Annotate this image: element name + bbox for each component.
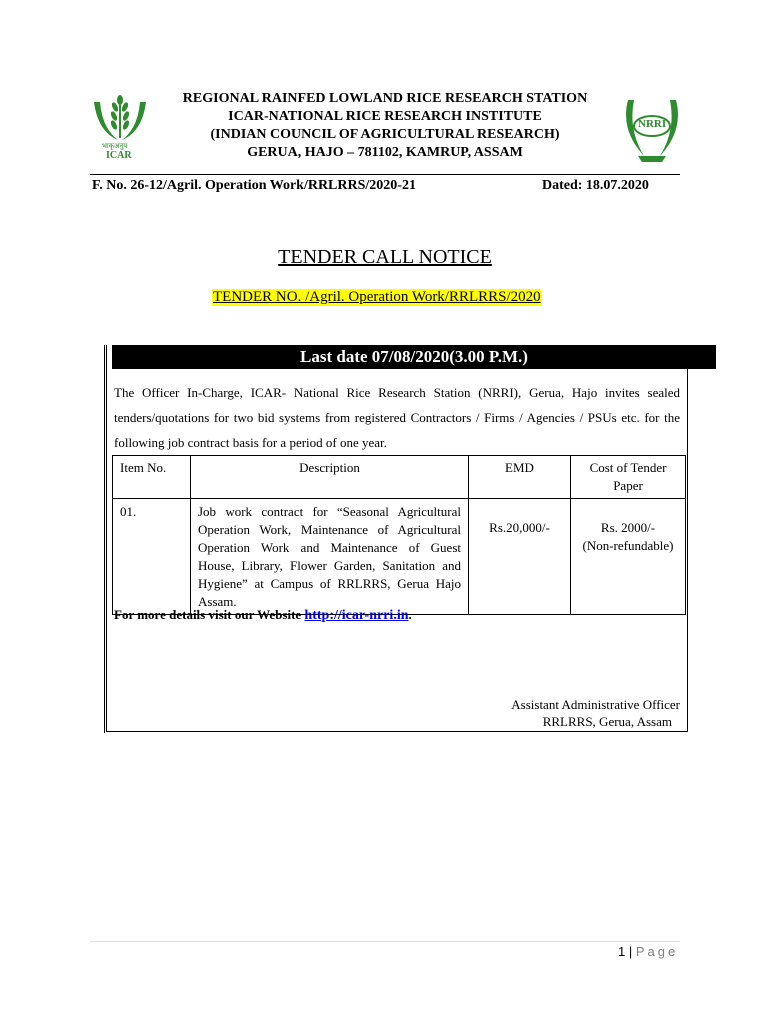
header-cost: Cost of Tender Paper: [571, 456, 686, 499]
notice-box-edge: [104, 345, 105, 733]
signatory-designation: Assistant Administrative Officer: [511, 697, 680, 712]
cell-emd: Rs.20,000/-: [469, 499, 571, 615]
header-line-2: ICAR-NATIONAL RICE RESEARCH INSTITUTE: [228, 109, 542, 124]
tender-table: [112, 455, 686, 615]
signatory-office: RRLRRS, Gerua, Assam: [542, 714, 672, 729]
cell-cost: [571, 499, 686, 615]
website-link[interactable]: http://icar-nrri.in: [304, 608, 409, 623]
intro-paragraph: The Officer In-Charge, ICAR- National Rice Research Station (NRRI), Gerua, Hajo invites sealed tenders/quotations for two bid systems from registered Contractors / Firms / Agencies / PSUs etc. for the following job contract basis for a period of one year.: [114, 385, 680, 450]
last-date-banner: Last date 07/08/2020(3.00 P.M.): [112, 345, 716, 369]
table-header-row: [113, 456, 686, 499]
more-details-suffix: .: [408, 607, 412, 622]
page-separator: |: [625, 944, 636, 959]
header-line-1: REGIONAL RAINFED LOWLAND RICE RESEARCH STATION: [182, 91, 588, 106]
table-row: [113, 499, 686, 615]
footer-rule: [90, 941, 680, 942]
dated: Dated: 18.07.2020: [542, 178, 649, 193]
cell-item: 01.: [113, 499, 191, 615]
cell-description: Job work contract for “Seasonal Agricultural Operation Work, Maintenance of Agricultural Operation Work and Maintenance of Guest House, Library, Flower Garden, Sanitation and Hygiene” at Campus of RRLRRS, Gerua Hajo Assam.: [191, 499, 469, 615]
more-details: [114, 607, 412, 624]
file-number: F. No. 26-12/Agril. Operation Work/RRLRRS/2020-21: [92, 178, 416, 193]
header-item-no: Item No.: [113, 456, 191, 499]
notice-title: TENDER CALL NOTICE: [278, 246, 492, 268]
logo-icar-text: ICAR: [106, 150, 132, 161]
header-emd: EMD: [469, 456, 571, 499]
nrri-logo: [618, 90, 686, 166]
header-rule: [90, 174, 680, 175]
page-number: [618, 944, 678, 959]
tender-number: TENDER NO. /Agril. Operation Work/RRLRRS/2020: [213, 289, 541, 305]
logo-nrri-text: NRRI: [638, 118, 667, 130]
logo-hindi-text: भाकृअनुप: [102, 142, 128, 150]
more-details-text: For more details visit our Website: [114, 607, 305, 622]
header-description: Description: [191, 456, 469, 499]
cost-note: (Non-refundable): [582, 538, 674, 553]
header-line-4: GERUA, HAJO – 781102, KAMRUP, ASSAM: [247, 145, 523, 160]
page-number-value: 1: [618, 944, 626, 959]
header-line-3: (INDIAN COUNCIL OF AGRICULTURAL RESEARCH): [210, 127, 560, 142]
page-label: Page: [635, 944, 679, 959]
cost-amount: Rs. 2000/-: [600, 520, 656, 535]
